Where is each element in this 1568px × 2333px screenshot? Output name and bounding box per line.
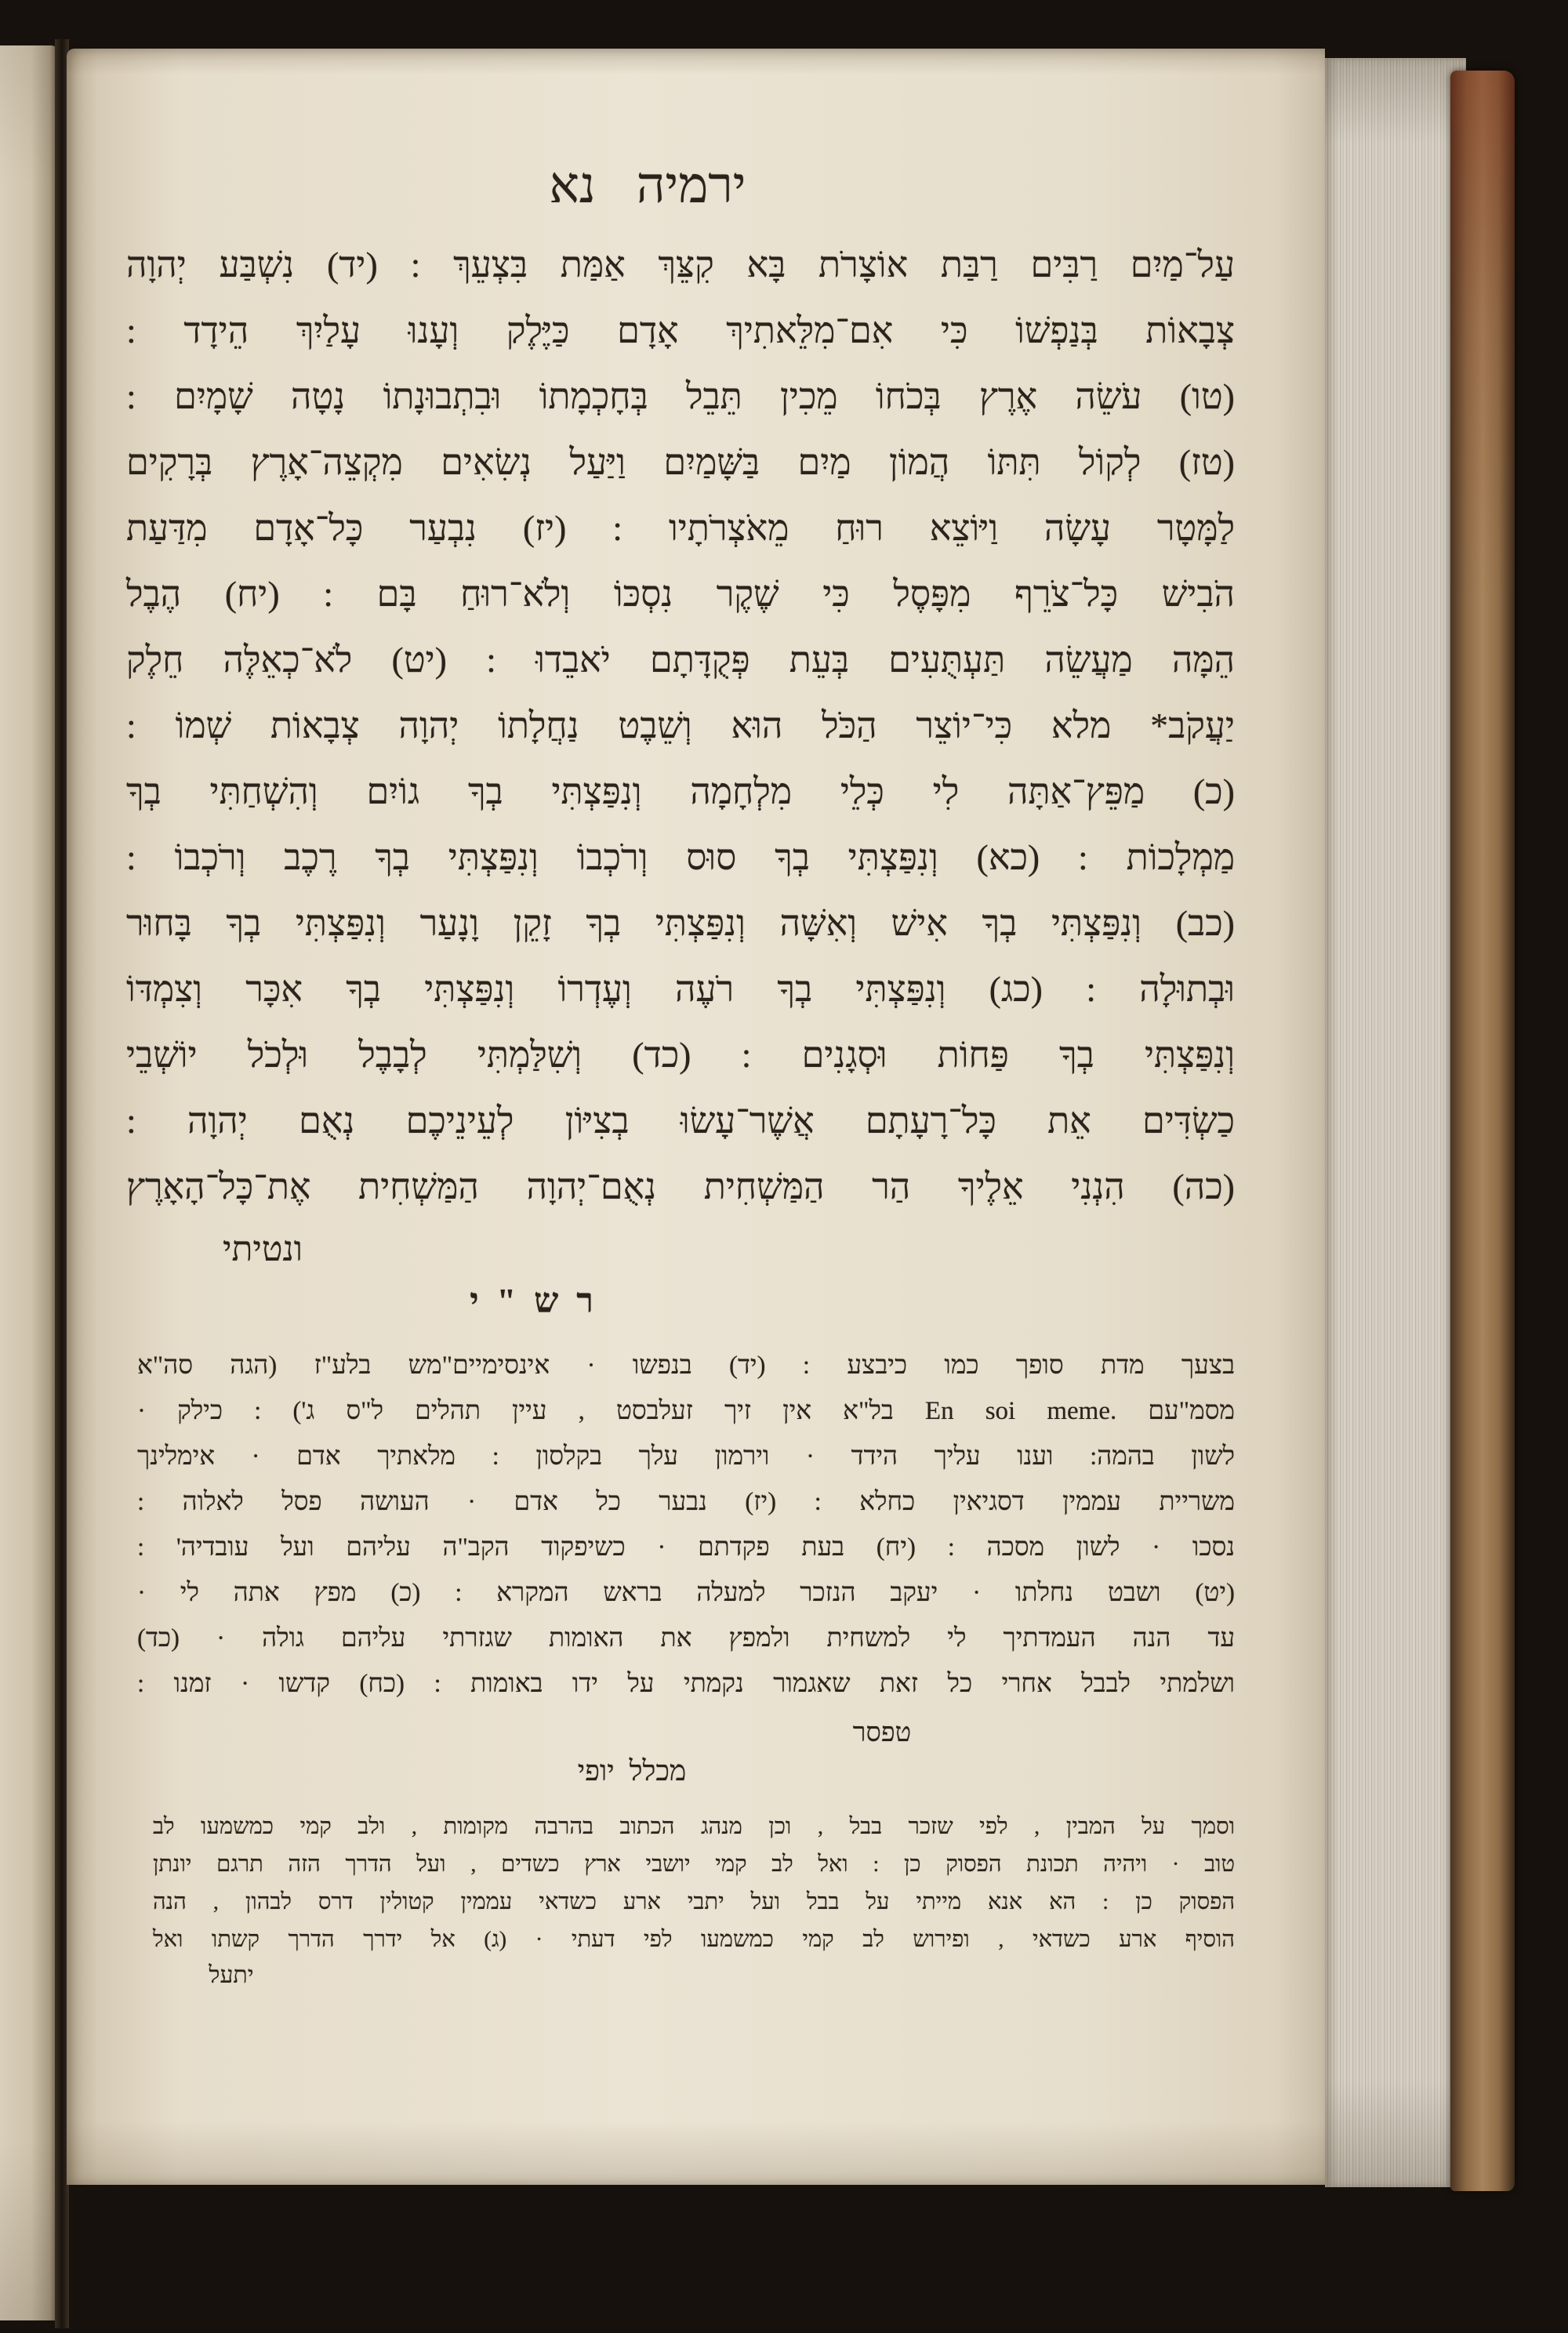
rashi-line: משריית עממין דסגיאין כחלא : (יז) נבער כל אדם · העושה פסל לאלוה : — [137, 1488, 1235, 1516]
rashi-line: ושלמתי לבבל אחרי כל זאת שאגמור נקמתי על ידו באומות : (כח) קדשו · זמנו : — [137, 1670, 1235, 1698]
facing-page-edge — [0, 45, 56, 2320]
scripture-line: (כה) הִנְנִי אֵלֶיךָ הַר הַמַּשְׁחִית נְאֻם־יְהוָה הַמַּשְׁחִית אֶת־כָּל־הָאָרֶץ — [126, 1166, 1235, 1206]
scripture-line: הֹבִישׁ כָּל־צֹרֵף מִפָּסֶל כִּי שֶׁקֶר נִסְכּוֹ וְלֹא־רוּחַ בָּם : (יח) הֶבֶל — [126, 574, 1235, 614]
scripture-line: כַשְׂדִּים אֵת כָּל־רָעָתָם אֲשֶׁר־עָשׂוּ בְצִיּוֹן לְעֵינֵיכֶם נְאֻם יְהוָה : — [126, 1101, 1235, 1141]
rashi-commentary-block — [137, 1343, 1235, 1707]
rashi-line: מסמ"עם En soi meme.‎ בל"א אין זיך זעלבסט , עיין תהלים ל"ס ג') : כילק · — [137, 1397, 1235, 1425]
scripture-line: עַל־מַיִם רַבִּים רַבַּת אוֹצָרֹת בָּא קִצֵּךְ אַמַּת בִּצְעֵךְ : (יד) נִשְׁבַּע יְהוָה — [126, 245, 1235, 285]
scripture-line: (טז) לְקוֹל תִּתּוֹ הֲמוֹן מַיִם בַּשָּׁמַיִם וַיַּעַל נְשִׂאִים מִקְצֵה־אָרֶץ בְּרָקִים — [126, 442, 1235, 482]
michlol-yofi-line: טוב · ויהיה תכונת הפסוק כן : ואל לב קמי יושבי ארץ כשדים , ועל הדרך הזה תרגם יונתן — [153, 1852, 1235, 1877]
michlol-yofi-heading: מכלל יופי — [577, 1755, 687, 1787]
page-block-fore-edge — [1325, 58, 1466, 2187]
rashi-catchword: טפסר — [852, 1718, 912, 1747]
michlol-yofi-line: הפסוק כן : הא אנא מייתי על בבל ועל יתבי ארע כשדאי עממין קטולין דרס לבהון , הנה — [153, 1889, 1235, 1914]
rashi-line: (יט) ושבט נחלתו · יעקב הנזכר למעלה בראש המקרא : (כ) מפץ אתה לי · — [137, 1579, 1235, 1607]
book-cover-edge — [1450, 71, 1515, 2191]
rashi-line: לשון בהמה: וענו עליך הידד · וירמון עלך בקלסון : מלאתיך אדם · אימלינך — [137, 1442, 1235, 1471]
scripture-line: (כ) מַפֵּץ־אַתָּה לִי כְּלֵי מִלְחָמָה וְנִפַּצְתִּי בְךָ גוֹיִם וְהִשְׁחַתִּי בְךָ — [126, 771, 1235, 811]
michlol-yofi-line: הוסיף ארע כשדאי , ופירוש לב קמי כמשמעו לפי דעתי · (ג) אל ידרך הדרך קשתו ואל — [153, 1927, 1235, 1952]
rashi-line: בצעך מדת סופך כמו כיבצע : (יד) בנפשו · אינסימיים"מש בלע"ז (הגה סה"א — [137, 1352, 1235, 1380]
rashi-heading: ר ש " י — [470, 1282, 598, 1320]
scripture-line: צְבָאוֹת בְּנַפְשׁוֹ כִּי אִם־מִלֵּאתִיךְ אָדָם כַּיֶּלֶק וְעָנוּ עָלַיִךְ הֵידָד : — [126, 310, 1235, 350]
scripture-line: יַעֲקֹב* מלא כִּי־יוֹצֵר הַכֹּל הוּא וְשֵׁבֶט נַחֲלָתוֹ יְהוָה צְבָאוֹת שְׁמוֹ : — [126, 706, 1235, 746]
scripture-line: (כב) וְנִפַּצְתִּי בְךָ אִישׁ וְאִשָּׁה וְנִפַּצְתִּי בְךָ זָקֵן וָנָעַר וְנִפַּצְתִּי בְךָ בָּחוּר — [126, 903, 1235, 943]
scripture-line: וְנִפַּצְתִּי בְךָ פַּחוֹת וּסְגָנִים : (כד) וְשִׁלַּמְתִּי לְבָבֶל וּלְכֹל יוֹשְׁבֵי — [126, 1035, 1235, 1075]
scripture-line: הֵמָּה מַעֲשֵׂה תַּעְתֻּעִים בְּעֵת פְּקֻדָּתָם יֹאבֵדוּ : (יט) לֹא־כְאֵלֶּה חֵלֶק — [126, 640, 1235, 680]
michlol-yofi-line: וסמך על המבין , לפי שזכר בבל , וכן מנהג הכתוב בהרבה מקומות , ולב קמי כמשמעו לב — [153, 1814, 1235, 1839]
book-page — [67, 49, 1325, 2185]
scripture-line: מַמְלָכוֹת : (כא) וְנִפַּצְתִּי בְךָ סוּס וְרֹכְבוֹ וְנִפַּצְתִּי בְךָ רֶכֶב וְרֹכְבוֹ : — [126, 837, 1235, 877]
rashi-line: נסכו · לשון מסכה : (יח) בעת פקדתם · כשיפקוד הקב"ה עליהם ועל עובדיה' : — [137, 1533, 1235, 1562]
scripture-catchword: ונטיתי — [222, 1230, 303, 1268]
rashi-line: עד הנה העמדתיך לי למשחית ולמפץ את האומות שגזרתי עליהם גולה · (כד) — [137, 1624, 1235, 1653]
scripture-line: וּבְתוּלָה : (כג) וְנִפַּצְתִּי בְךָ רֹעֶה וְעֶדְרוֹ וְנִפַּצְתִּי בְךָ אִכָּר וְצִמְדּוֹ — [126, 969, 1235, 1009]
scripture-line: לַמָּטָר עָשָׂה וַיּוֹצֵא רוּחַ מֵאֹצְרֹתָיו : (יז) נִבְעַר כָּל־אָדָם מִדַּעַת — [126, 508, 1235, 548]
running-head: ירמיה נא — [549, 158, 746, 213]
michlol-yofi-commentary-block — [153, 1808, 1235, 1958]
michlol-yofi-catchword: יתעל — [209, 1962, 254, 1988]
scripture-text-block — [126, 232, 1235, 1220]
scripture-line: (טו) עֹשֵׂה אֶרֶץ בְּכֹחוֹ מֵכִין תֵּבֵל בְּחָכְמָתוֹ וּבִתְבוּנָתוֹ נָטָה שָׁמָיִם : — [126, 376, 1235, 416]
